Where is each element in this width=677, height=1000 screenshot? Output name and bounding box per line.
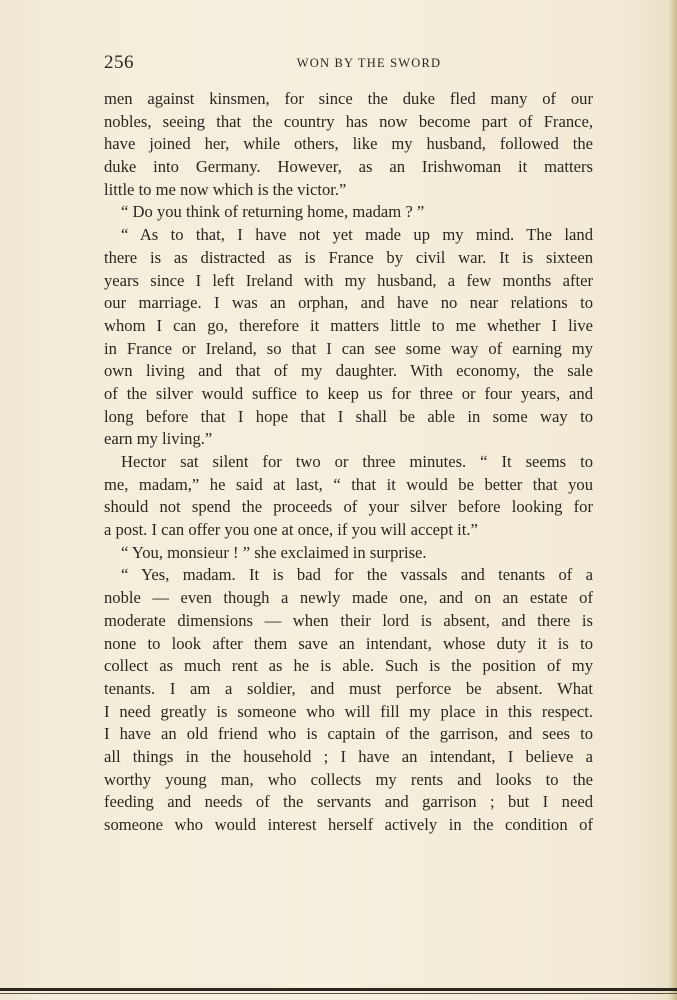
bottom-rule-thin xyxy=(0,993,677,994)
text-line: men against kinsmen, for since the duke fled many of our xyxy=(104,89,593,108)
text-line: “ As to that, I have not yet made up my mind. The land xyxy=(121,225,593,245)
text-line: me, madam,” he said at last, “ that it would be better that you xyxy=(104,474,593,494)
text-line: duke into Germany. However, as an Irishwoman it matters xyxy=(104,157,593,177)
text-line: should not spend the proceeds of your silver before looking for xyxy=(104,497,593,517)
text-line: collect as much rent as he is able. Such is the position of my xyxy=(104,656,593,676)
text-line: there is as distracted as is France by civil war. It is sixteen xyxy=(104,247,593,267)
text-line: Hector sat silent for two or three minutes. “ It seems to xyxy=(121,452,593,471)
text-line: tenants. I am a soldier, and must perforce be absent. What xyxy=(104,678,593,698)
text-line: own living and that of my daughter. With economy, the sale xyxy=(104,361,593,381)
text-line: of the silver would suffice to keep us for three or four years, and xyxy=(104,383,593,403)
page-header xyxy=(104,52,594,78)
text-line: earn my living.” xyxy=(104,429,213,449)
text-line: nobles, seeing that the country has now become part of France, xyxy=(104,111,593,131)
body-text xyxy=(104,88,593,837)
page-edge-shadow xyxy=(669,0,677,1000)
running-head: WON BY THE SWORD xyxy=(296,56,442,70)
text-line: “ Yes, madam. It is bad for the vassals and tenants of a xyxy=(121,565,593,585)
text-line: someone who would interest herself actively in the condition of xyxy=(104,815,593,834)
text-line: years since I left Ireland with my husband, a few months after xyxy=(104,270,593,290)
text-line: “ You, monsieur ! ” she exclaimed in surprise. xyxy=(121,542,427,562)
text-line: all things in the household ; I have an intendant, I believe a xyxy=(104,746,593,766)
text-line: little to me now which is the victor.” xyxy=(104,179,347,199)
text-line: moderate dimensions — when their lord is absent, and there is xyxy=(104,610,593,630)
text-line: in France or Ireland, so that I can see some way of earning my xyxy=(104,338,593,358)
text-line: feeding and needs of the servants and garrison ; but I need xyxy=(104,792,593,812)
text-line: I have an old friend who is captain of the garrison, and sees to xyxy=(104,724,593,744)
text-line: none to look after them save an intendant, whose duty it is to xyxy=(104,633,593,653)
text-line: whom I can go, therefore it matters little to me whether I live xyxy=(104,315,593,335)
text-line: noble — even though a newly made one, and on an estate of xyxy=(104,588,593,608)
text-line: our marriage. I was an orphan, and have no near relations to xyxy=(104,293,593,313)
page-number: 256 xyxy=(104,52,134,73)
text-line: “ Do you think of returning home, madam ? ” xyxy=(121,202,425,222)
text-line: worthy young man, who collects my rents and looks to the xyxy=(104,769,593,789)
text-line: have joined her, while others, like my husband, followed the xyxy=(104,134,593,154)
text-line: a post. I can offer you one at once, if you will accept it.” xyxy=(104,520,478,540)
text-line: I need greatly is someone who will fill my place in this respect. xyxy=(104,701,593,721)
bottom-rule xyxy=(0,988,677,991)
text-line: long before that I hope that I shall be able in some way to xyxy=(104,406,593,426)
